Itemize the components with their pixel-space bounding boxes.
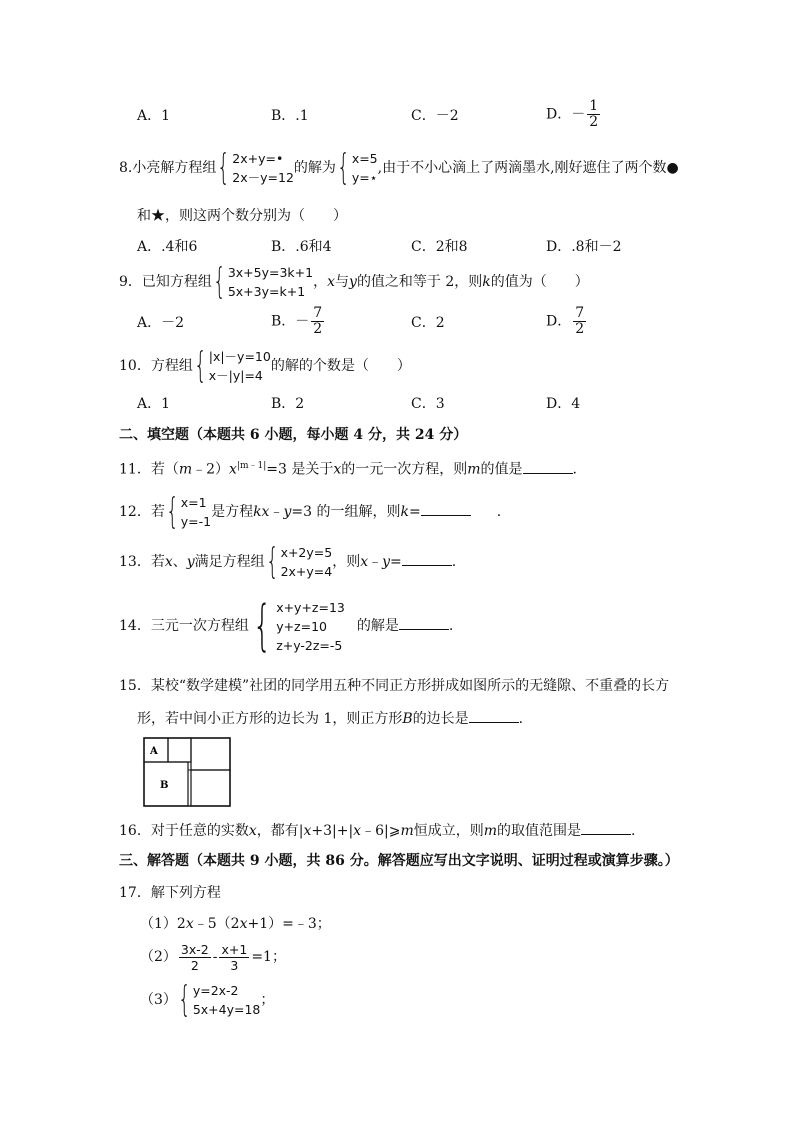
solution-system: { x=5 y=⋆ (337, 147, 378, 188)
equation-system: { x+2y=5 2x+y=4 (265, 541, 333, 582)
question-16: 16．对于任意的实数x，都有|x+3|+|x﹣6|⩾m恒成立，则m的取值范围是 . (119, 820, 635, 840)
small-center-square (188, 762, 191, 770)
q8-option-d: D．.8和－2 (546, 239, 622, 255)
question-17-item-1: （1）2x﹣5（2x+1）=﹣3； (140, 916, 331, 932)
q9-option-b: B．－ $\frac{7}{2}$ (271, 305, 323, 337)
question-15-line1: 15．某校“数学建模”社团的同学用五种不同正方形拼成如图所示的无缝隙、不重叠的长方 (119, 678, 670, 694)
label-b: B (160, 780, 169, 791)
q7-option-a: A．1 (137, 108, 171, 124)
fraction: $\frac{1}{2}$ (589, 98, 599, 130)
q7-option-d: D．－ $\frac{1}{2}$ (546, 98, 599, 130)
question-15-line2: 形，若中间小正方形的边长为 1，则正方形B的边长是 . (137, 708, 523, 728)
fraction: $\frac{7}{2}$ (313, 305, 323, 337)
square-top-right (191, 738, 230, 770)
question-13: 13．若x、y满足方程组 { x+2y=5 2x+y=4 ，则x﹣y= . (119, 541, 457, 582)
q10-option-a: A．1 (137, 396, 171, 412)
q8-option-c: C．2和8 (411, 239, 468, 255)
answer-blank[interactable] (399, 615, 449, 630)
q9-option-c: C．2 (411, 315, 445, 331)
fraction: $\frac{3x-2}{2}$ (180, 941, 209, 973)
section-heading-fill-in: 二、填空题（本题共 6 小题，每小题 4 分，共 24 分） (119, 427, 468, 443)
answer-blank[interactable] (402, 551, 452, 566)
squares-figure (143, 737, 231, 807)
answer-blank[interactable] (523, 459, 573, 474)
q7-option-b: B．.1 (271, 108, 309, 124)
section-heading-solve: 三、解答题（本题共 9 小题，共 86 分。解答题应写出文字说明、证明过程或演算步骤。） (119, 853, 679, 869)
q9-option-a: A．－2 (137, 315, 185, 331)
q8-option-b: B．.6和4 (271, 239, 332, 255)
q7-option-c: C．－2 (411, 108, 459, 124)
question-17-title: 17．解下列方程 (119, 885, 221, 901)
q9-option-d: D． $\frac{7}{2}$ (546, 305, 585, 337)
q10-option-d: D．4 (546, 396, 581, 412)
square-top-middle (168, 738, 191, 762)
question-11: 11．若$(m﹣2)x^{|m﹣1|}=3$ 是关于x的一元一次方程，则m的值是 . (119, 457, 577, 479)
question-8: 8.小亮解方程组 { 2x+y=• 2x－y=12 的解为 { x=5 y=⋆ ,由于不小心滴上了两滴墨水,刚好遮住了两个数● (119, 147, 679, 188)
question-17-item-3: （3） { y=2x-2 5x+4y=18 ； (140, 979, 275, 1020)
solution-system: { x=1 y=-1 (165, 491, 212, 532)
square-bottom-right (191, 770, 230, 806)
q10-option-c: C．3 (411, 396, 445, 412)
question-9: 9．已知方程组 { 3x+5y=3k+1 5x+3y=k+1 ，x与y的值之和等于 2，则k的值为（ ） (119, 261, 589, 302)
answer-blank[interactable] (421, 501, 471, 516)
equation-system: { y=2x-2 5x+4y=18 (178, 979, 261, 1020)
answer-blank[interactable] (581, 820, 631, 835)
answer-blank[interactable] (469, 708, 519, 723)
question-12: 12．若 { x=1 y=-1 是方程kx﹣y=3 的一组解，则k= . (119, 491, 502, 532)
question-17-item-2: （2） $\frac{3x-2}{2}$ - $\frac{x+1}{3}$ =1； (140, 941, 286, 973)
fraction: $\frac{7}{2}$ (575, 305, 585, 337)
question-14: 14．三元一次方程组 { x+y+z=13 y+z=10 z+y-2z=-5 的解是 . (119, 594, 454, 657)
q8-option-a: A．.4和6 (137, 239, 198, 255)
equation-system: { 2x+y=• 2x－y=12 (217, 147, 294, 188)
question-8-line2: 和★，则这两个数分别为（ ） (137, 208, 347, 224)
equation-system: { x+y+z=13 y+z=10 z+y-2z=-5 (252, 594, 345, 657)
label-a: A (150, 746, 158, 757)
question-10: 10．方程组 { |x|－y=10 x－|y|=4 的解的个数是（ ） (119, 345, 411, 386)
fraction: $\frac{x+1}{3}$ (221, 941, 248, 973)
q10-option-b: B．2 (271, 396, 305, 412)
equation-system: { 3x+5y=3k+1 5x+3y=k+1 (213, 261, 314, 302)
equation-system: { |x|－y=10 x－|y|=4 (193, 345, 271, 386)
